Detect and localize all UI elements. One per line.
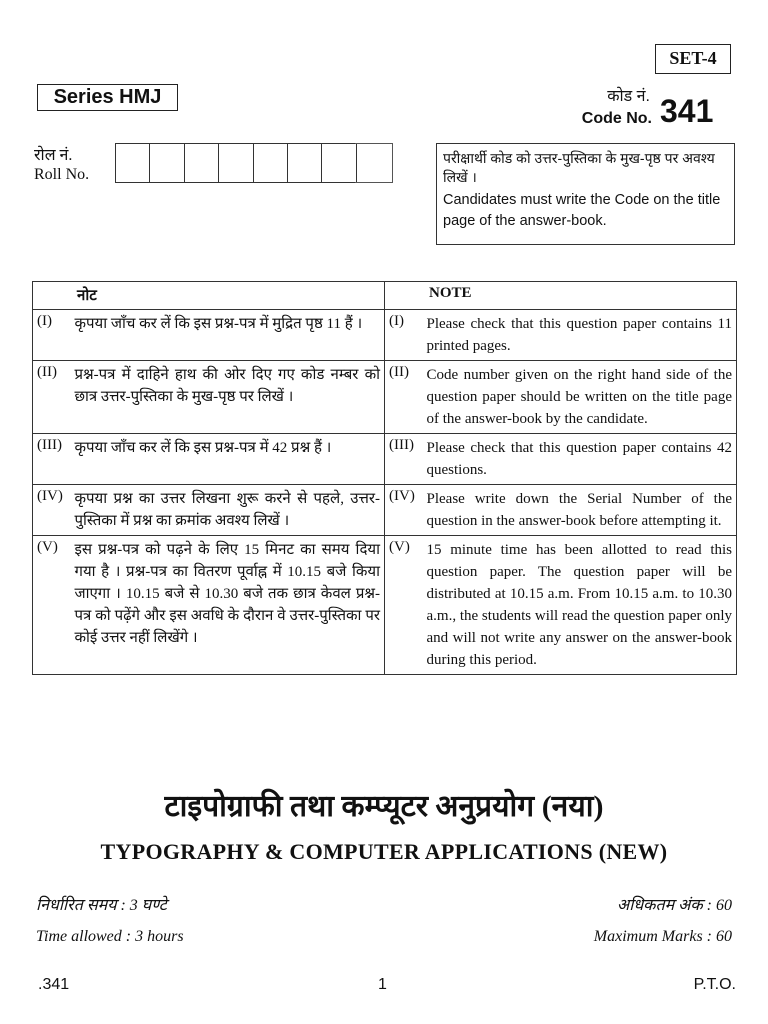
note-number: (II) (385, 361, 423, 434)
note-number: (II) (33, 361, 71, 434)
note-number: (I) (385, 310, 423, 361)
note-number: (V) (385, 536, 423, 675)
note-text-hindi: प्रश्न-पत्र में दाहिने हाथ की ओर दिए गए कोड नम्बर को छात्र उत्तर-पुस्तिका के मुख-पृष्ठ पर लिखें । (71, 361, 385, 434)
note-text-english: Please check that this question paper contains 11 printed pages. (423, 310, 737, 361)
note-number: (I) (33, 310, 71, 361)
note-number: (V) (33, 536, 71, 675)
note-row (33, 310, 737, 361)
code-instruction-hindi: परीक्षार्थी कोड को उत्तर-पुस्तिका के मुख-पृष्ठ पर अवश्य लिखें । (443, 150, 715, 185)
code-instruction-box (436, 143, 735, 245)
notes-header-english: NOTE (385, 282, 737, 310)
code-label-english: Code No. (581, 110, 652, 127)
roll-digit-box[interactable] (150, 144, 184, 182)
roll-label-english: Roll No. (34, 166, 90, 183)
notes-table (32, 281, 737, 675)
note-text-hindi: कृपया जाँच कर लें कि इस प्रश्न-पत्र में 42 प्रश्न हैं । (71, 434, 385, 485)
note-text-english: Please check that this question paper contains 42 questions. (423, 434, 737, 485)
paper-title-english: TYPOGRAPHY & COMPUTER APPLICATIONS (NEW) (100, 839, 668, 864)
page-number: 1 (378, 976, 387, 993)
maximum-marks-hindi: अधिकतम अंक : 60 (616, 897, 732, 914)
roll-digit-box[interactable] (288, 144, 322, 182)
note-number: (III) (385, 434, 423, 485)
note-number: (IV) (33, 485, 71, 536)
series-label: Series HMJ (37, 84, 178, 111)
note-row (33, 485, 737, 536)
note-row (33, 361, 737, 434)
code-number: 341 (660, 93, 714, 129)
code-instruction-english: Candidates must write the Code on the title page of the answer-book. (443, 192, 721, 229)
set-label: SET-4 (655, 44, 731, 74)
time-allowed-english: Time allowed : 3 hours (36, 928, 184, 945)
paper-title-hindi: टाइपोग्राफी तथा कम्प्यूटर अनुप्रयोग (नया) (164, 790, 604, 823)
note-text-hindi: कृपया जाँच कर लें कि इस प्रश्न-पत्र में मुद्रित पृष्ठ 11 हैं । (71, 310, 385, 361)
note-row (33, 434, 737, 485)
code-label-hindi: कोड नं. (607, 88, 650, 105)
footer-code: .341 (38, 976, 70, 993)
note-text-english: Code number given on the right hand side of the question paper should be written on the title page of the answer-book by the candidate. (423, 361, 737, 434)
note-row (33, 536, 737, 675)
note-text-english: 15 minute time has been allotted to read this question paper. The question paper will be distributed at 10.15 a.m. From 10.15 a.m. to 10.30 a.m., the students will read the question paper only and will not write any answer on the answer-book during this period. (423, 536, 737, 675)
roll-digit-box[interactable] (322, 144, 356, 182)
roll-number-boxes[interactable] (115, 143, 357, 183)
roll-digit-box[interactable] (254, 144, 288, 182)
roll-digit-box[interactable] (219, 144, 253, 182)
note-number: (III) (33, 434, 71, 485)
note-text-hindi: इस प्रश्न-पत्र को पढ़ने के लिए 15 मिनट का समय दिया गया है । प्रश्न-पत्र का वितरण पूर्वाह्न में 10.15 बजे किया जाएगा । 10.15 बजे से 10.30 बजे तक छात्र केवल प्रश्न-पत्र को पढ़ेंगे और इस अवधि के दौरान वे उत्तर-पुस्तिका पर कोई उत्तर नहीं लिखेंगे । (71, 536, 385, 675)
time-allowed-hindi: निर्धारित समय : 3 घण्टे (36, 897, 167, 914)
note-text-hindi: कृपया प्रश्न का उत्तर लिखना शुरू करने से पहले, उत्तर-पुस्तिका में प्रश्न का क्रमांक अवश्य लिखें । (71, 485, 385, 536)
roll-digit-box[interactable] (185, 144, 219, 182)
roll-digit-box-extra[interactable] (355, 143, 393, 183)
note-number: (IV) (385, 485, 423, 536)
please-turn-over: P.T.O. (693, 976, 736, 993)
roll-digit-box[interactable] (116, 144, 150, 182)
note-text-english: Please write down the Serial Number of the question in the answer-book before attempting it. (423, 485, 737, 536)
notes-header-hindi: नोट (33, 282, 385, 310)
maximum-marks-english: Maximum Marks : 60 (593, 928, 732, 945)
roll-label-hindi: रोल नं. (34, 147, 73, 164)
notes-header-row (33, 282, 737, 310)
